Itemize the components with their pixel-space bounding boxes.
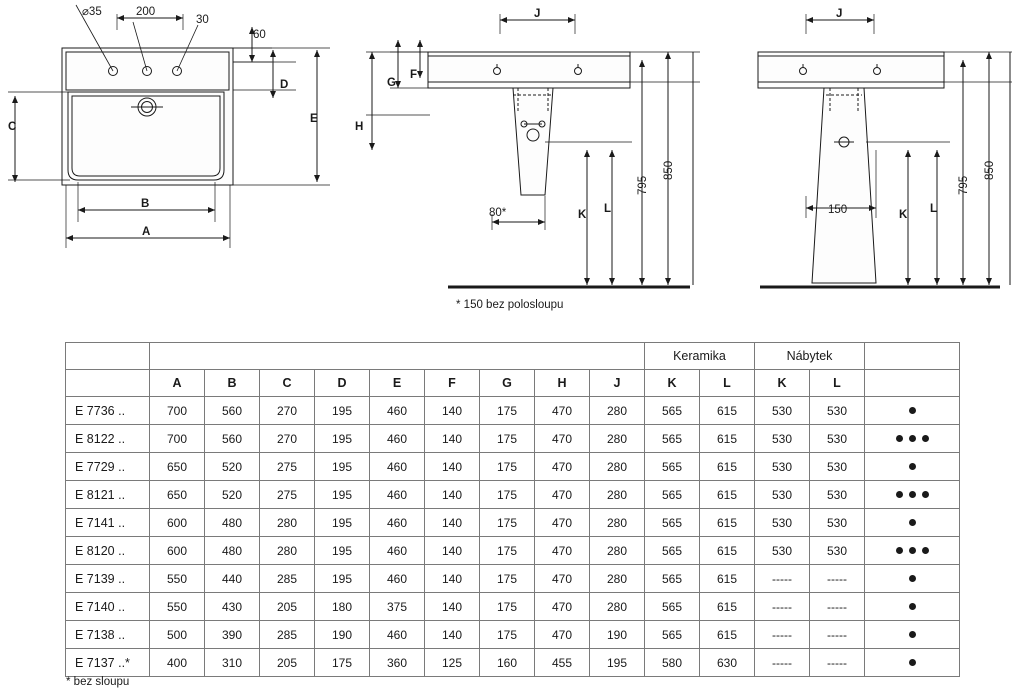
cell-value: 615 — [700, 397, 755, 425]
table-row — [66, 509, 960, 537]
table-row — [66, 621, 960, 649]
variant-dot-icon — [909, 435, 916, 442]
cell-variant-dots — [865, 453, 960, 481]
cell-value: 280 — [590, 425, 645, 453]
cell-value: 700 — [150, 397, 205, 425]
label-E: E — [310, 113, 318, 125]
column-header-k-10: K — [645, 370, 700, 397]
cell-value: 460 — [370, 481, 425, 509]
cell-value: 550 — [150, 593, 205, 621]
cell-value: 500 — [150, 621, 205, 649]
cell-value: 530 — [810, 509, 865, 537]
cell-value: 530 — [755, 397, 810, 425]
cell-value: 175 — [480, 509, 535, 537]
cell-value: 280 — [590, 481, 645, 509]
column-header-k-12: K — [755, 370, 810, 397]
cell-value: 195 — [315, 537, 370, 565]
cell-value: ----- — [755, 565, 810, 593]
cell-value: 275 — [260, 481, 315, 509]
cell-value: 175 — [480, 593, 535, 621]
cell-variant-dots — [865, 425, 960, 453]
cell-value: 390 — [205, 621, 260, 649]
cell-value: 470 — [535, 509, 590, 537]
group-header-blank-variants — [865, 343, 960, 370]
cell-value: ----- — [810, 593, 865, 621]
cell-value: 280 — [590, 453, 645, 481]
cell-value: 270 — [260, 425, 315, 453]
cell-value: 470 — [535, 593, 590, 621]
cell-model: E 7736 .. — [66, 397, 150, 425]
cell-value: 275 — [260, 453, 315, 481]
cell-value: 530 — [810, 453, 865, 481]
cell-value: 195 — [315, 565, 370, 593]
cell-model: E 7140 .. — [66, 593, 150, 621]
label-L-right: L — [930, 203, 938, 215]
cell-value: 460 — [370, 537, 425, 565]
cell-value: 530 — [755, 481, 810, 509]
cell-value: 160 — [480, 649, 535, 677]
cell-variant-dots — [865, 621, 960, 649]
variant-dot-icon — [909, 659, 916, 666]
variant-dot-icon — [909, 407, 916, 414]
cell-value: 565 — [645, 593, 700, 621]
cell-value: 615 — [700, 425, 755, 453]
cell-value: 530 — [810, 425, 865, 453]
cell-model: E 8120 .. — [66, 537, 150, 565]
column-header-a-1: A — [150, 370, 205, 397]
variant-dot-icon — [909, 547, 916, 554]
cell-value: 470 — [535, 537, 590, 565]
cell-value: 175 — [480, 565, 535, 593]
cell-value: 175 — [480, 425, 535, 453]
label-A: A — [142, 226, 151, 238]
label-80: 80* — [489, 207, 507, 219]
cell-value: 530 — [810, 481, 865, 509]
group-header-blank-dims — [150, 343, 645, 370]
cell-value: 530 — [755, 425, 810, 453]
variant-dot-icon — [909, 463, 916, 470]
column-header-model — [66, 370, 150, 397]
cell-value: 140 — [425, 537, 480, 565]
cell-value: 470 — [535, 425, 590, 453]
column-header-l-13: L — [810, 370, 865, 397]
cell-value: 600 — [150, 509, 205, 537]
label-30: 30 — [196, 14, 209, 26]
column-header-c-3: C — [260, 370, 315, 397]
cell-value: 560 — [205, 425, 260, 453]
cell-value: 190 — [590, 621, 645, 649]
variant-dot-icon — [922, 435, 929, 442]
cell-value: 285 — [260, 565, 315, 593]
column-header-h-8: H — [535, 370, 590, 397]
footnote: * bez sloupu — [66, 676, 130, 688]
variant-dot-icon — [922, 547, 929, 554]
label-795-right: 795 — [958, 175, 970, 195]
column-header-e-5: E — [370, 370, 425, 397]
cell-value: 565 — [645, 481, 700, 509]
group-header-keramika: Keramika — [645, 343, 755, 370]
cell-value: 650 — [150, 453, 205, 481]
cell-value: 520 — [205, 453, 260, 481]
cell-variant-dots — [865, 537, 960, 565]
cell-value: 630 — [700, 649, 755, 677]
cell-value: 175 — [480, 453, 535, 481]
label-H: H — [355, 121, 364, 133]
cell-value: ----- — [755, 621, 810, 649]
group-header-nabytek: Nábytek — [755, 343, 865, 370]
label-diameter-35: ⌀35 — [82, 6, 102, 18]
variant-dot-icon — [909, 575, 916, 582]
cell-value: 565 — [645, 621, 700, 649]
cell-variant-dots — [865, 509, 960, 537]
label-L-mid: L — [604, 203, 612, 215]
cell-value: 470 — [535, 481, 590, 509]
cell-value: 480 — [205, 509, 260, 537]
variant-dot-icon — [896, 547, 903, 554]
cell-value: 615 — [700, 621, 755, 649]
cell-value: 550 — [150, 565, 205, 593]
cell-value: 310 — [205, 649, 260, 677]
cell-value: 530 — [810, 537, 865, 565]
cell-value: 140 — [425, 565, 480, 593]
dimensions-table — [65, 342, 960, 677]
label-K-mid: K — [578, 209, 587, 221]
cell-model: E 7138 .. — [66, 621, 150, 649]
cell-value: 205 — [260, 649, 315, 677]
column-header-g-7: G — [480, 370, 535, 397]
cell-variant-dots — [865, 565, 960, 593]
label-J-mid: J — [534, 8, 541, 20]
label-200: 200 — [136, 6, 156, 18]
cell-value: 530 — [755, 509, 810, 537]
cell-value: 195 — [315, 509, 370, 537]
cell-value: 125 — [425, 649, 480, 677]
cell-model: E 8122 .. — [66, 425, 150, 453]
cell-value: 195 — [315, 481, 370, 509]
variant-dot-icon — [896, 491, 903, 498]
cell-value: 400 — [150, 649, 205, 677]
cell-value: 175 — [315, 649, 370, 677]
column-header-f-6: F — [425, 370, 480, 397]
cell-value: 190 — [315, 621, 370, 649]
note-semi-pedestal: * 150 bez polosloupu — [456, 299, 564, 311]
cell-model: E 7141 .. — [66, 509, 150, 537]
cell-model: E 8121 .. — [66, 481, 150, 509]
cell-value: 280 — [260, 537, 315, 565]
table-group-header-row — [66, 343, 960, 370]
cell-value: 615 — [700, 537, 755, 565]
cell-value: 140 — [425, 593, 480, 621]
cell-value: 650 — [150, 481, 205, 509]
cell-value: 430 — [205, 593, 260, 621]
label-J-right: J — [836, 8, 843, 20]
variant-dot-icon — [909, 631, 916, 638]
cell-value: 140 — [425, 397, 480, 425]
cell-model: E 7137 ..* — [66, 649, 150, 677]
cell-value: 280 — [590, 537, 645, 565]
cell-value: 460 — [370, 453, 425, 481]
cell-value: 520 — [205, 481, 260, 509]
cell-value: 560 — [205, 397, 260, 425]
cell-value: 470 — [535, 621, 590, 649]
cell-value: 470 — [535, 565, 590, 593]
cell-value: 460 — [370, 621, 425, 649]
cell-value: 285 — [260, 621, 315, 649]
cell-value: 175 — [480, 621, 535, 649]
cell-value: ----- — [755, 593, 810, 621]
label-C: C — [8, 121, 17, 133]
cell-value: 480 — [205, 537, 260, 565]
cell-value: 615 — [700, 565, 755, 593]
cell-value: 615 — [700, 481, 755, 509]
cell-value: 280 — [590, 593, 645, 621]
cell-model: E 7729 .. — [66, 453, 150, 481]
cell-value: 270 — [260, 397, 315, 425]
table-row — [66, 397, 960, 425]
cell-value: 280 — [260, 509, 315, 537]
cell-variant-dots — [865, 593, 960, 621]
cell-value: 280 — [590, 397, 645, 425]
label-850-mid: 850 — [663, 160, 675, 180]
label-850-right: 850 — [984, 160, 996, 180]
cell-value: 195 — [590, 649, 645, 677]
cell-value: 615 — [700, 593, 755, 621]
label-F: F — [410, 69, 418, 81]
cell-value: 455 — [535, 649, 590, 677]
cell-value: 180 — [315, 593, 370, 621]
cell-value: 205 — [260, 593, 315, 621]
label-G: G — [387, 77, 396, 89]
cell-model: E 7139 .. — [66, 565, 150, 593]
cell-value: 615 — [700, 509, 755, 537]
cell-value: 140 — [425, 509, 480, 537]
variant-dot-icon — [909, 603, 916, 610]
cell-value: 280 — [590, 565, 645, 593]
label-150: 150 — [828, 204, 848, 216]
cell-value: 175 — [480, 537, 535, 565]
cell-value: 565 — [645, 509, 700, 537]
cell-variant-dots — [865, 397, 960, 425]
table-row — [66, 537, 960, 565]
cell-value: 600 — [150, 537, 205, 565]
cell-value: 530 — [810, 397, 865, 425]
cell-value: 470 — [535, 453, 590, 481]
cell-value: 460 — [370, 397, 425, 425]
cell-value: 615 — [700, 453, 755, 481]
column-header-l-11: L — [700, 370, 755, 397]
variant-dot-icon — [909, 491, 916, 498]
label-K-right: K — [899, 209, 908, 221]
group-header-blank-model — [66, 343, 150, 370]
cell-value: 565 — [645, 453, 700, 481]
cell-value: 530 — [755, 537, 810, 565]
variant-dot-icon — [922, 491, 929, 498]
column-header-b-2: B — [205, 370, 260, 397]
cell-value: 565 — [645, 397, 700, 425]
cell-value: 375 — [370, 593, 425, 621]
cell-value: ----- — [810, 621, 865, 649]
cell-value: ----- — [810, 565, 865, 593]
cell-variant-dots — [865, 649, 960, 677]
cell-value: 140 — [425, 453, 480, 481]
cell-value: 565 — [645, 425, 700, 453]
technical-drawings — [0, 0, 1024, 320]
table-row — [66, 593, 960, 621]
cell-value: 140 — [425, 621, 480, 649]
cell-value: 565 — [645, 565, 700, 593]
cell-value: 140 — [425, 481, 480, 509]
cell-value: 700 — [150, 425, 205, 453]
cell-value: 175 — [480, 481, 535, 509]
cell-value: 140 — [425, 425, 480, 453]
cell-value: 195 — [315, 397, 370, 425]
cell-value: 360 — [370, 649, 425, 677]
cell-value: ----- — [810, 649, 865, 677]
cell-value: 565 — [645, 537, 700, 565]
cell-value: 195 — [315, 425, 370, 453]
column-header-variants — [865, 370, 960, 397]
cell-value: ----- — [755, 649, 810, 677]
label-D: D — [280, 79, 289, 91]
cell-value: 175 — [480, 397, 535, 425]
cell-value: 280 — [590, 509, 645, 537]
table-column-header-row — [66, 370, 960, 397]
cell-value: 440 — [205, 565, 260, 593]
cell-value: 460 — [370, 509, 425, 537]
table-row — [66, 425, 960, 453]
variant-dot-icon — [909, 519, 916, 526]
table-row — [66, 481, 960, 509]
table-row — [66, 649, 960, 677]
cell-variant-dots — [865, 481, 960, 509]
table-row — [66, 453, 960, 481]
cell-value: 460 — [370, 565, 425, 593]
label-B: B — [141, 198, 150, 210]
label-60: 60 — [253, 29, 266, 41]
cell-value: 460 — [370, 425, 425, 453]
table-row — [66, 565, 960, 593]
cell-value: 580 — [645, 649, 700, 677]
cell-value: 195 — [315, 453, 370, 481]
variant-dot-icon — [896, 435, 903, 442]
label-795-mid: 795 — [637, 175, 649, 195]
column-header-d-4: D — [315, 370, 370, 397]
cell-value: 470 — [535, 397, 590, 425]
cell-value: 530 — [755, 453, 810, 481]
column-header-j-9: J — [590, 370, 645, 397]
